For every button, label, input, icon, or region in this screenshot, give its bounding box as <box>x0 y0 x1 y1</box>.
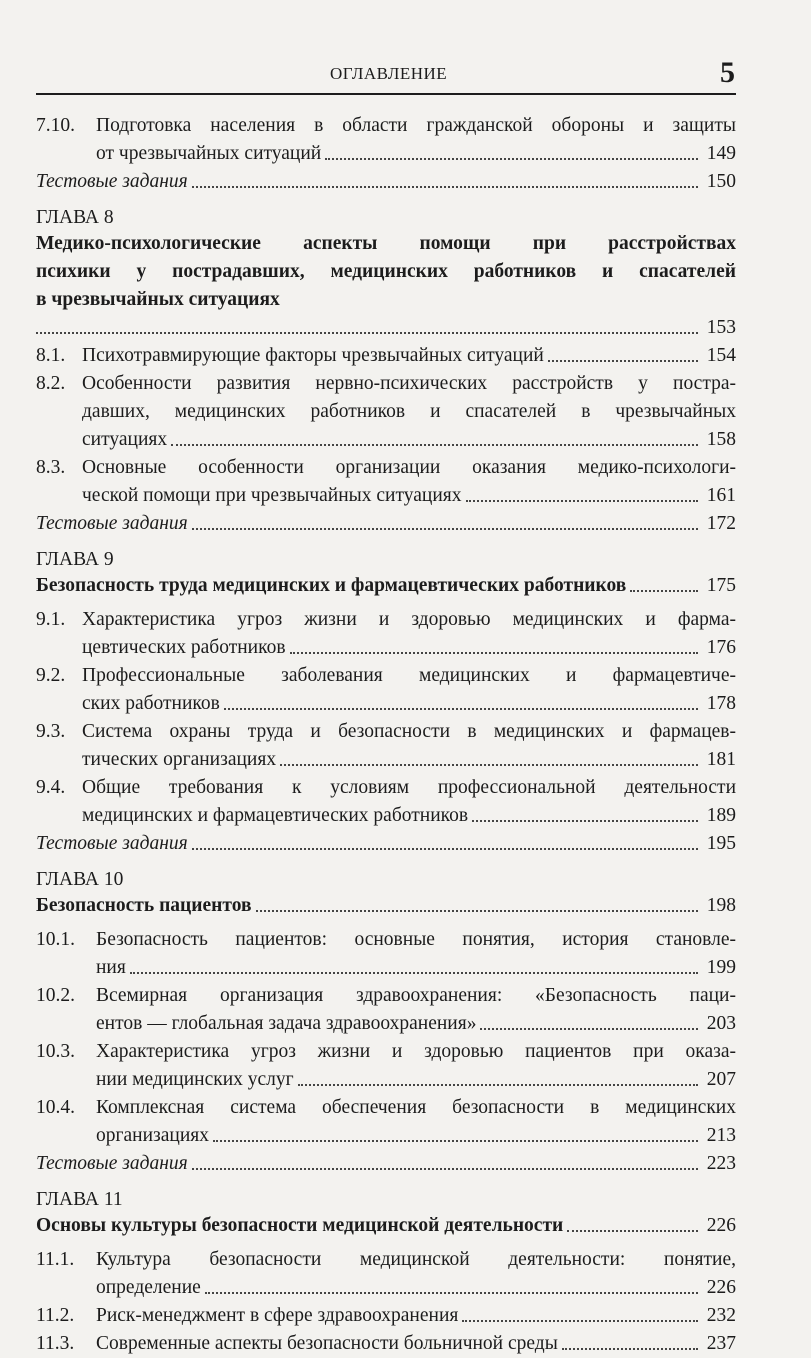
chapter-label-11: ГЛАВА 11 <box>36 1189 123 1210</box>
page-ref: 226 <box>706 1277 736 1298</box>
chapter-label-9: ГЛАВА 9 <box>36 549 114 570</box>
dot-leader <box>472 819 698 822</box>
toc-entry-11-1-cont[interactable] <box>36 1274 736 1302</box>
dot-leader <box>192 847 698 850</box>
section-title: Современные аспекты безопасности больничной среды <box>96 1333 558 1354</box>
section-number: 11.3. <box>36 1333 75 1354</box>
section-title: Характеристика угроз жизни и здоровью медицинских и фарма- <box>82 609 736 630</box>
section-number: 8.2. <box>36 373 66 394</box>
chapter-title-cont: в чрезвычайных ситуациях <box>36 289 280 310</box>
toc-entry-8-2[interactable] <box>36 370 736 398</box>
page-ref: 207 <box>706 1069 736 1090</box>
toc-entry-10-4-cont[interactable] <box>36 1122 736 1150</box>
page-ref: 175 <box>706 575 736 596</box>
tests-title: Тестовые задания <box>36 1153 188 1174</box>
toc-entry-7-10[interactable] <box>36 112 736 140</box>
dot-leader <box>280 763 698 766</box>
toc-entry-9-4-cont[interactable] <box>36 802 736 830</box>
section-title-cont: цевтических работников <box>82 637 286 658</box>
toc-entry-9-3-cont[interactable] <box>36 746 736 774</box>
toc-entry-9-2[interactable] <box>36 662 736 690</box>
chapter-title-8-l1[interactable] <box>36 230 736 258</box>
section-number: 10.2. <box>36 985 75 1006</box>
section-title: Профессиональные заболевания медицинских и фармацевтиче- <box>82 665 736 686</box>
tests-title: Тестовые задания <box>36 513 188 534</box>
page-ref: 223 <box>706 1153 736 1174</box>
dot-leader <box>290 651 698 654</box>
toc-entry-9-2-cont[interactable] <box>36 690 736 718</box>
dot-leader <box>213 1139 698 1142</box>
dot-leader <box>567 1229 698 1232</box>
header-rule <box>36 93 736 95</box>
section-title-cont: тических организациях <box>82 749 277 770</box>
section-title-cont: нии медицинских услуг <box>96 1069 294 1090</box>
tests-title: Тестовые задания <box>36 833 188 854</box>
page-ref: 189 <box>706 805 736 826</box>
section-title-cont: давших, медицинских работников и спасателей в чрезвычайных <box>82 401 736 422</box>
toc-entry-tests-10[interactable] <box>36 1150 736 1178</box>
section-number: 9.2. <box>36 665 66 686</box>
section-number: 10.4. <box>36 1097 75 1118</box>
toc-entry-tests-7[interactable] <box>36 168 736 196</box>
dot-leader <box>224 707 698 710</box>
toc-entry-8-2-cont2[interactable] <box>36 426 736 454</box>
toc-entry-8-1[interactable] <box>36 342 736 370</box>
chapter-title: Безопасность пациентов <box>36 895 252 916</box>
section-title-cont: медицинских и фармацевтических работников <box>82 805 469 826</box>
page-ref: 181 <box>706 749 736 770</box>
dot-leader <box>171 443 698 446</box>
toc-entry-10-4[interactable] <box>36 1094 736 1122</box>
chapter-title: Медико-психологические аспекты помощи при расстройствах <box>36 233 736 254</box>
toc-entry-9-4[interactable] <box>36 774 736 802</box>
section-number: 11.1. <box>36 1249 75 1270</box>
section-number: 9.1. <box>36 609 66 630</box>
section-title-cont: организациях <box>96 1125 209 1146</box>
toc-entry-7-10-cont[interactable] <box>36 140 736 168</box>
toc-entry-8-2-cont[interactable] <box>36 398 736 426</box>
section-title: Риск-менеджмент в сфере здравоохранения <box>96 1305 459 1326</box>
dot-leader <box>480 1027 698 1030</box>
toc-entry-9-1[interactable] <box>36 606 736 634</box>
section-number: 7.10. <box>36 115 75 136</box>
dot-leader <box>256 909 698 912</box>
page-ref: 237 <box>706 1333 736 1354</box>
page-ref: 203 <box>706 1013 736 1034</box>
section-title: Всемирная организация здравоохранения: «Безопасность паци- <box>96 985 736 1006</box>
toc-entry-10-2[interactable] <box>36 982 736 1010</box>
page-ref: 178 <box>706 693 736 714</box>
toc-entry-8-3[interactable] <box>36 454 736 482</box>
dot-leader <box>462 1319 698 1322</box>
dot-leader <box>562 1347 698 1350</box>
section-number: 10.3. <box>36 1041 75 1062</box>
section-number: 10.1. <box>36 929 75 950</box>
chapter-label-8: ГЛАВА 8 <box>36 207 114 228</box>
section-title: Психотравмирующие факторы чрезвычайных ситуаций <box>82 345 544 366</box>
dot-leader <box>298 1083 698 1086</box>
toc-entry-10-3-cont[interactable] <box>36 1066 736 1094</box>
dot-leader <box>192 1167 698 1170</box>
section-title-cont: ситуациях <box>82 429 168 450</box>
section-title-cont: ентов — глобальная задача здравоохранения» <box>96 1013 477 1034</box>
section-title: Общие требования к условиям профессиональной деятельности <box>82 777 736 798</box>
chapter-title-cont: психики у пострадавших, медицинских работников и спасателей <box>36 261 736 282</box>
section-number: 8.3. <box>36 457 66 478</box>
chapter-title: Безопасность труда медицинских и фармацевтических работников <box>36 575 627 596</box>
toc-entry-tests-8[interactable] <box>36 510 736 538</box>
page-ref: 149 <box>706 143 736 164</box>
section-title: Безопасность пациентов: основные понятия, история становле- <box>96 929 736 950</box>
section-title: Особенности развития нервно-психических расстройств у постра- <box>82 373 736 394</box>
dot-leader <box>466 499 699 502</box>
dot-leader <box>325 157 698 160</box>
toc-entry-9-1-cont[interactable] <box>36 634 736 662</box>
section-title: Подготовка населения в области гражданской обороны и защиты <box>96 115 736 136</box>
toc-entry-10-3[interactable] <box>36 1038 736 1066</box>
table-of-contents <box>36 112 736 1358</box>
toc-entry-8-3-cont[interactable] <box>36 482 736 510</box>
dot-leader <box>130 971 698 974</box>
section-title: Основные особенности организации оказания медико-психологи- <box>82 457 736 478</box>
toc-entry-10-1[interactable] <box>36 926 736 954</box>
toc-entry-10-2-cont[interactable] <box>36 1010 736 1038</box>
page-ref: 154 <box>706 345 736 366</box>
section-title: Система охраны труда и безопасности в медицинских и фармацев- <box>82 721 736 742</box>
chapter-title-10[interactable] <box>36 892 736 920</box>
section-number: 9.3. <box>36 721 66 742</box>
section-title-cont: ских работников <box>82 693 220 714</box>
page-ref: 153 <box>706 317 736 338</box>
chapter-8-page-line[interactable] <box>36 314 736 342</box>
page-ref: 232 <box>706 1305 736 1326</box>
section-title-cont: ческой помощи при чрезвычайных ситуациях <box>82 485 462 506</box>
page-number: 5 <box>720 56 735 89</box>
section-title-cont: определение <box>96 1277 201 1298</box>
dot-leader <box>548 359 698 362</box>
section-number: 11.2. <box>36 1305 75 1326</box>
page-ref: 198 <box>706 895 736 916</box>
dot-leader <box>36 331 698 334</box>
page-ref: 176 <box>706 637 736 658</box>
dot-leader <box>205 1291 698 1294</box>
page-ref: 199 <box>706 957 736 978</box>
dot-leader <box>630 589 698 592</box>
page-ref: 172 <box>706 513 736 534</box>
chapter-title-8-l2[interactable] <box>36 258 736 286</box>
toc-entry-tests-9[interactable] <box>36 830 736 858</box>
section-number: 9.4. <box>36 777 66 798</box>
page-ref: 195 <box>706 833 736 854</box>
section-number: 8.1. <box>36 345 66 366</box>
section-title-cont: ния <box>96 957 126 978</box>
toc-entry-11-2[interactable] <box>36 1302 736 1330</box>
page-ref: 158 <box>706 429 736 450</box>
section-title: Характеристика угроз жизни и здоровью пациентов при оказа- <box>96 1041 736 1062</box>
page-ref: 161 <box>706 485 736 506</box>
running-title: ОГЛАВЛЕНИЕ <box>330 64 448 83</box>
section-title-cont: от чрезвычайных ситуаций <box>96 143 322 164</box>
page-ref: 150 <box>706 171 736 192</box>
chapter-title-11[interactable] <box>36 1212 736 1240</box>
chapter-label-10: ГЛАВА 10 <box>36 869 124 890</box>
section-title: Культура безопасности медицинской деятельности: понятие, <box>96 1249 736 1270</box>
dot-leader <box>192 527 698 530</box>
toc-entry-11-1[interactable] <box>36 1246 736 1274</box>
chapter-title-8-l3[interactable] <box>36 286 736 314</box>
section-title: Комплексная система обеспечения безопасности в медицинских <box>96 1097 736 1118</box>
page-ref: 226 <box>706 1215 736 1236</box>
chapter-title-9[interactable] <box>36 572 736 600</box>
toc-entry-11-3[interactable] <box>36 1330 736 1358</box>
toc-entry-9-3[interactable] <box>36 718 736 746</box>
toc-entry-10-1-cont[interactable] <box>36 954 736 982</box>
page-ref: 213 <box>706 1125 736 1146</box>
dot-leader <box>192 185 698 188</box>
chapter-title: Основы культуры безопасности медицинской деятельности <box>36 1215 564 1236</box>
tests-title: Тестовые задания <box>36 171 188 192</box>
